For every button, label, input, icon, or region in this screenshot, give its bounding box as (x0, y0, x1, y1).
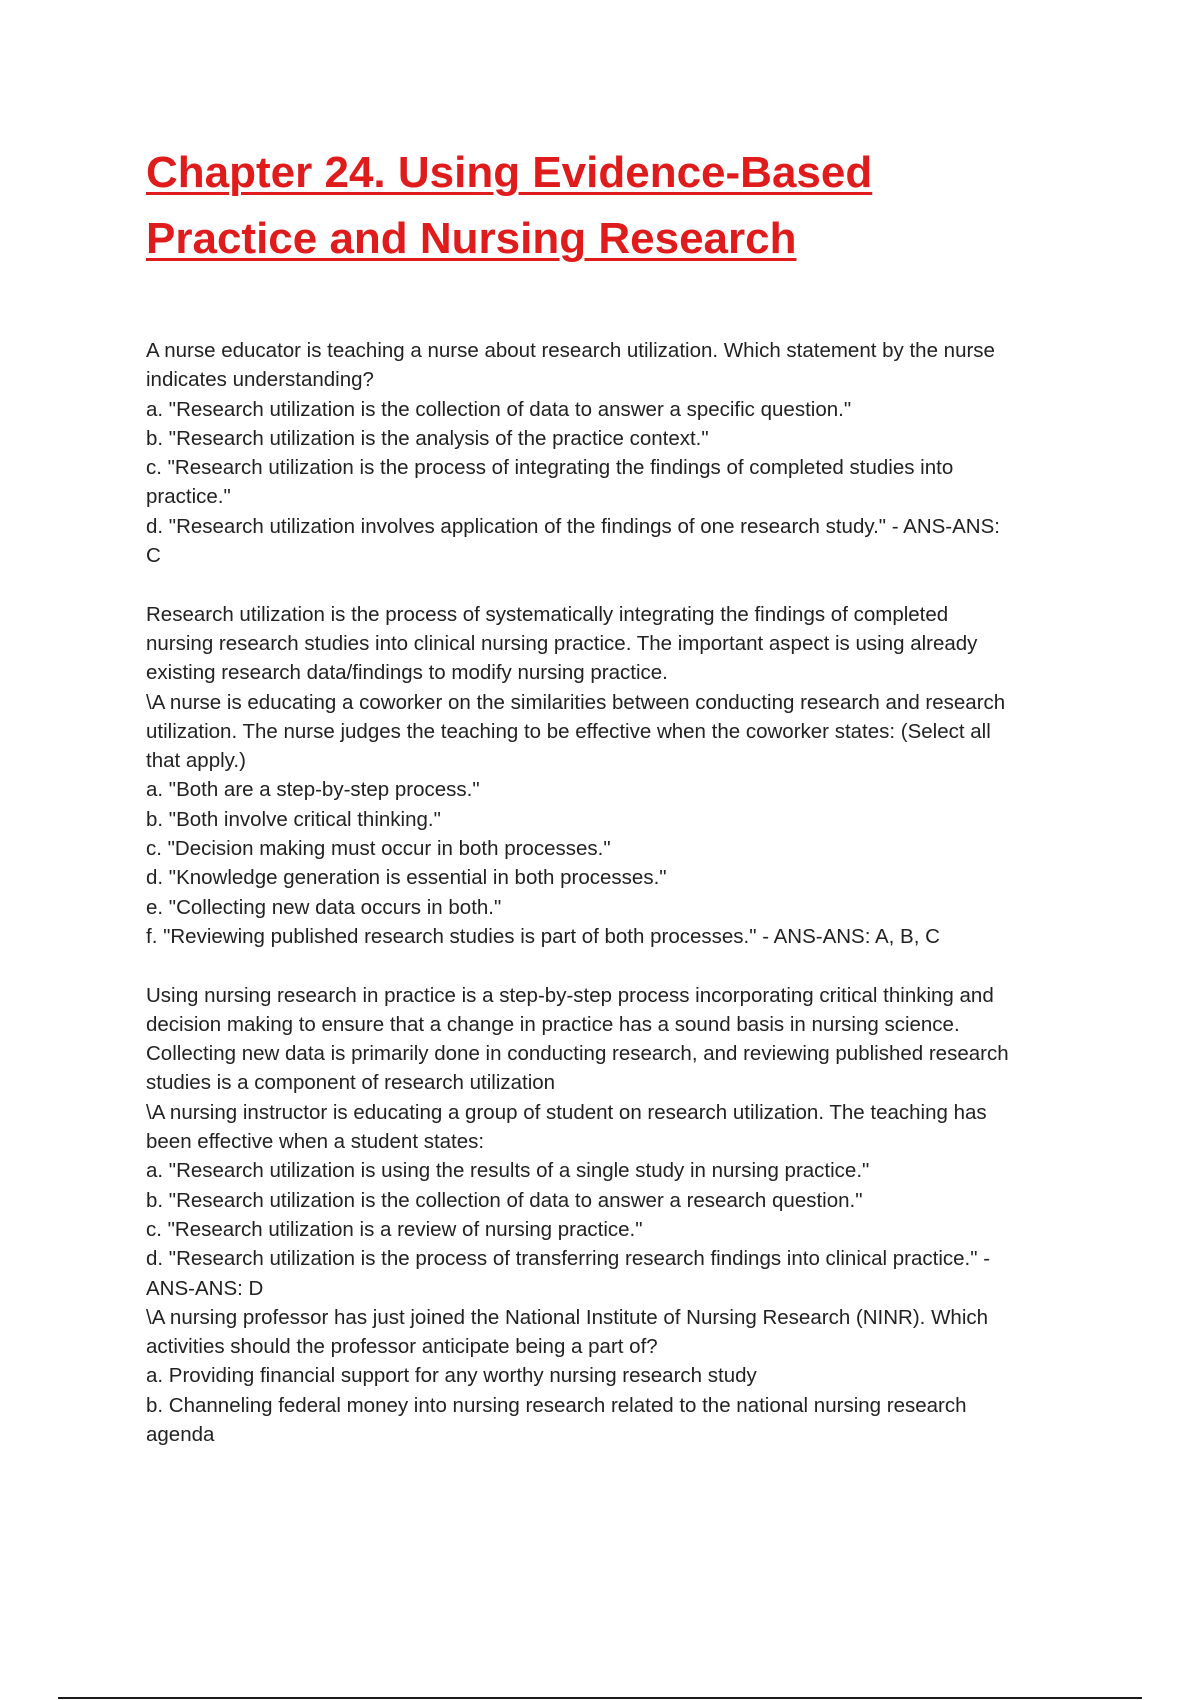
answer-option: b. "Research utilization is the analysis of the practice context." (146, 426, 709, 450)
question-text: utilization. The nurse judges the teaching to be effective when the coworker states: (Select all (146, 719, 991, 743)
rationale-text: Collecting new data is primarily done in conducting research, and reviewing published research (146, 1042, 1009, 1066)
question-text: \A nursing professor has just joined the National Institute of Nursing Research (NINR). Which (146, 1305, 989, 1329)
rationale-text: nursing research studies into clinical nursing practice. The important aspect is using already (146, 631, 978, 655)
question-text: activities should the professor anticipate being a part of? (146, 1335, 658, 1359)
rationale-text: Using nursing research in practice is a step-by-step process incorporating critical thinking and (146, 983, 994, 1007)
answer-option: c. "Research utilization is a review of nursing practice." (146, 1217, 643, 1241)
answer-option: a. Providing financial support for any worthy nursing research study (146, 1364, 757, 1388)
answer-option: d. "Research utilization is the process of transferring research findings into clinical practice." - (146, 1247, 991, 1271)
answer-option: d. "Knowledge generation is essential in both processes." (146, 866, 667, 890)
title-line: Practice and Nursing Research (146, 214, 797, 263)
question-text: that apply.) (146, 749, 246, 773)
answer-option: a. "Research utilization is the collection of data to answer a specific question." (146, 397, 852, 421)
question-text: \A nursing instructor is educating a group of student on research utilization. The teaching has (146, 1100, 987, 1124)
document-body (146, 336, 1086, 1449)
rationale-text: Research utilization is the process of systematically integrating the findings of completed (146, 602, 949, 626)
answer-option: d. "Research utilization involves application of the findings of one research study." - ANS-ANS: (146, 514, 1000, 538)
answer-key: C (146, 544, 161, 568)
answer-option: agenda (146, 1422, 215, 1446)
rationale-text: studies is a component of research utilization (146, 1071, 556, 1095)
answer-option: b. "Both involve critical thinking." (146, 807, 441, 831)
page-title (146, 140, 1046, 272)
question-text: \A nurse is educating a coworker on the similarities between conducting research and research (146, 690, 1006, 714)
answer-option: practice." (146, 485, 231, 509)
answer-option: f. "Reviewing published research studies is part of both processes." - ANS-ANS: A, B, C (146, 924, 940, 948)
answer-option: c. "Research utilization is the process of integrating the findings of completed studies into (146, 456, 954, 480)
answer-option: a. "Research utilization is using the results of a single study in nursing practice." (146, 1159, 870, 1183)
question-text: A nurse educator is teaching a nurse about research utilization. Which statement by the nurse (146, 339, 995, 362)
title-line: Chapter 24. Using Evidence-Based (146, 148, 873, 197)
answer-option: e. "Collecting new data occurs in both." (146, 895, 502, 919)
question-text: indicates understanding? (146, 368, 374, 392)
answer-option: b. "Research utilization is the collection of data to answer a research question." (146, 1188, 863, 1212)
rationale-text: decision making to ensure that a change in practice has a sound basis in nursing science. (146, 1012, 960, 1036)
answer-option: c. "Decision making must occur in both processes." (146, 837, 611, 861)
answer-option: a. "Both are a step-by-step process." (146, 778, 480, 802)
paragraph-gap (146, 570, 1086, 599)
answer-option: b. Channeling federal money into nursing research related to the national nursing research (146, 1393, 967, 1417)
answer-key: ANS-ANS: D (146, 1276, 264, 1300)
question-text: been effective when a student states: (146, 1130, 485, 1154)
rationale-text: existing research data/findings to modify nursing practice. (146, 661, 668, 685)
paragraph-gap (146, 951, 1086, 980)
page-bottom-rule (58, 1697, 1142, 1699)
